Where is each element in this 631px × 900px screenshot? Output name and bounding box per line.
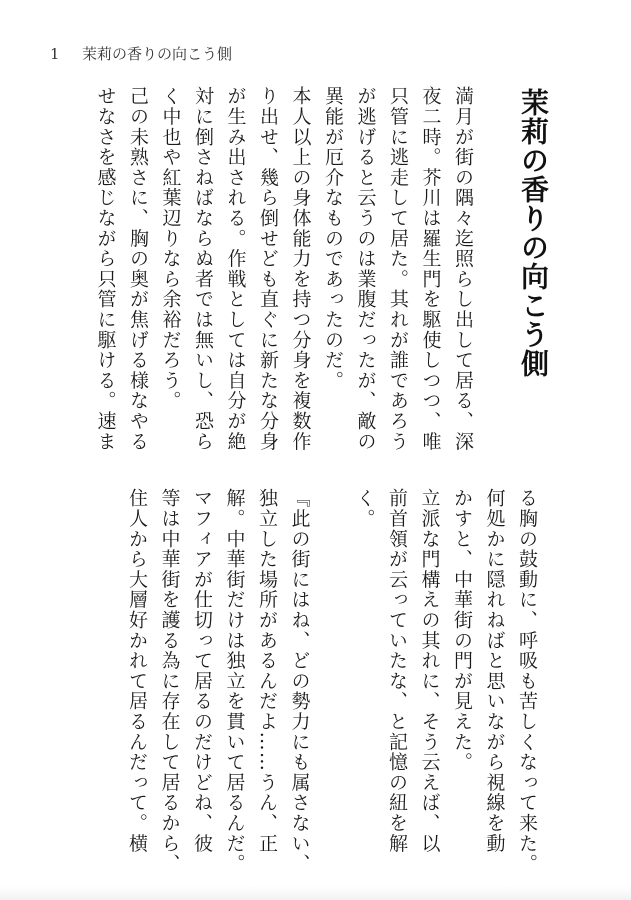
text-line: 只管に逃走して居た。其れが誰であろう	[387, 86, 409, 452]
running-header	[50, 44, 232, 64]
text-line: 等は中華街を護る為に存在して居るから、	[158, 488, 181, 874]
text-line: 異能が厄介なものであったのだ。	[322, 86, 344, 391]
page-bottom-edge	[0, 886, 631, 900]
text-line: 対に倒さねばならぬ者では無いし、恐ら	[192, 86, 214, 452]
text-line: が逃げると云うのは業腹だったが、敵の	[354, 86, 377, 452]
text-line: 己の未熟さに、胸の奥が焦げる様なやる	[127, 86, 149, 452]
body-text-lower	[121, 488, 544, 874]
text-line: 『此の街にはね、どの勢力にも属さない、	[288, 488, 311, 874]
text-line: 満月が街の隅々迄照らし出して居る、深	[452, 86, 474, 452]
blank-line	[316, 488, 349, 833]
text-line: マフィアが仕切って居るのだけどね、彼	[191, 488, 213, 854]
text-line: 立派な門構えの其れに、そう云えば、以	[418, 488, 441, 854]
text-line: 本人以上の身体能力を持つ分身を複数作	[289, 86, 312, 452]
text-line: る胸の鼓動に、呼吸も苦しくなって来た。	[516, 488, 538, 874]
body-text-upper	[89, 86, 479, 452]
text-line: 何処かに隠れねばと思いながら視線を動	[483, 488, 506, 854]
text-line: が生み出される。作戦としては自分が絶	[224, 86, 247, 452]
text-line: 独立した場所があるんだよ……うん、正	[256, 488, 278, 854]
text-line: 解。中華街だけは独立を貫いて居るんだ。	[223, 488, 246, 874]
text-line: せなさを感じながら只管に駆ける。速ま	[94, 86, 117, 452]
chapter-title: 茉莉の香りの向こう側	[517, 88, 550, 378]
text-line: り出せ、幾ら倒せども直ぐに新たな分身	[257, 86, 279, 452]
text-line: 前首領が云っていたな、と記憶の紐を解	[386, 488, 408, 854]
text-line: く中也や紅葉辺りなら余裕だろう。	[159, 86, 182, 411]
running-title: 茉莉の香りの向こう側	[82, 45, 233, 63]
text-line: 夜二時。芥川は羅生門を駆使しつつ、唯	[419, 86, 442, 452]
text-line: 住人から大層好かれて居るんだって。横	[126, 488, 148, 854]
text-line: かすと、中華街の門が見えた。	[451, 488, 473, 773]
text-line: く。	[353, 488, 376, 529]
page-number: 1	[50, 45, 60, 63]
